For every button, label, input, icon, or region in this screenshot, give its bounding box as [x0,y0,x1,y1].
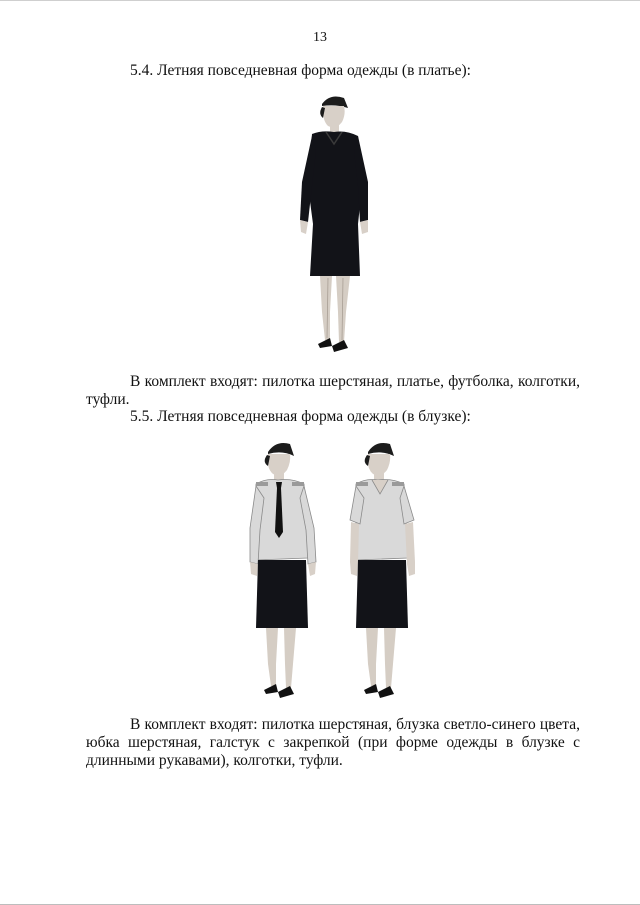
text-line: юбка шерстяная, галстук с закрепкой (при форме одежды в блузке с [86,734,580,751]
figure-dress-uniform [292,90,376,356]
section-5-5-text [86,716,580,770]
section-5-5-heading: 5.5. Летняя повседневная форма одежды (в блузке): [130,408,471,425]
figure-blouse-short-sleeve [344,438,428,700]
text-line: туфли. [86,391,130,408]
page-number: 13 [313,30,327,45]
text-line: В комплект входят: пилотка шерстяная, платье, футболка, колготки, [130,373,580,390]
section-5-4-heading: 5.4. Летняя повседневная форма одежды (в платье): [130,62,471,79]
scan-edge-top [0,0,640,4]
text-line: В комплект входят: пилотка шерстяная, блузка светло-синего цвета, [130,716,580,733]
figure-blouse-long-sleeve [244,438,328,700]
section-5-4-text [86,373,580,409]
text-line: длинными рукавами), колготки, туфли. [86,752,343,769]
